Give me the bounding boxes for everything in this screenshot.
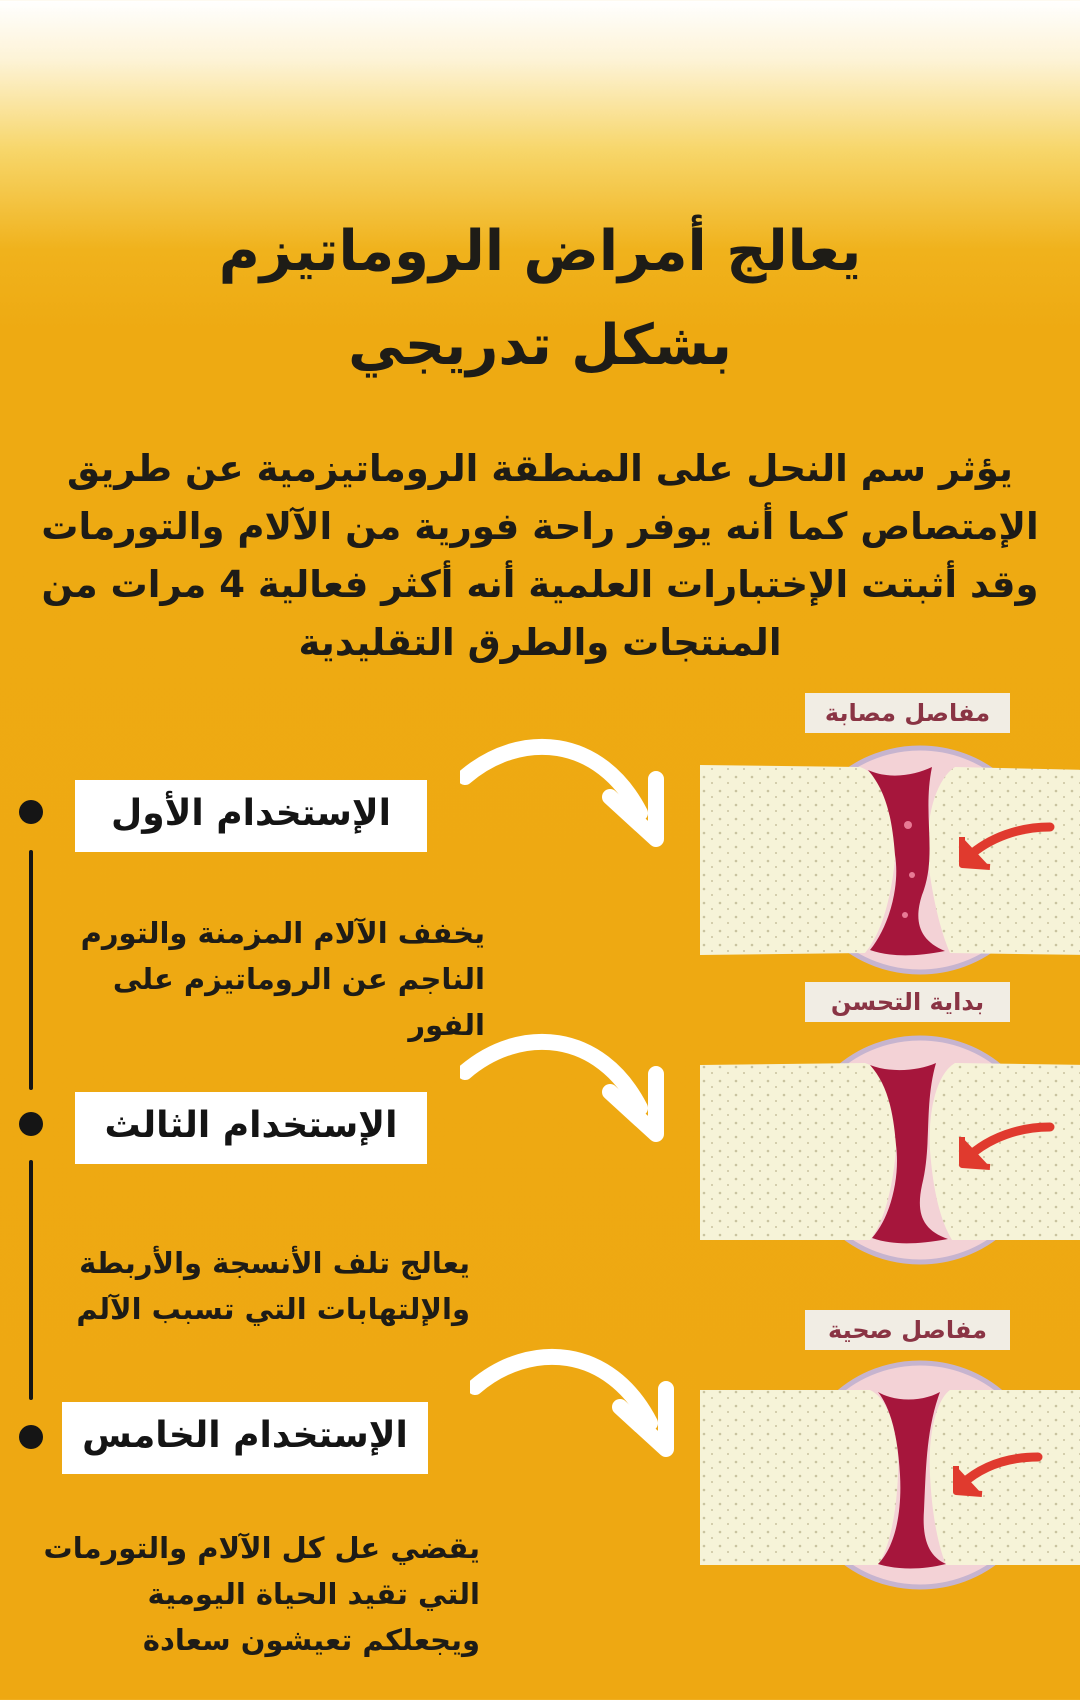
intro-line-3: وقد أثبتت الإختبارات العلمية أنه أكثر فعالية 4 مرات من xyxy=(41,563,1039,606)
joint-illustration-affected xyxy=(700,745,1080,975)
step-desc-fifth-line-3: ويجعلكم تعيشون سعادة xyxy=(142,1623,480,1657)
intro-paragraph xyxy=(30,440,1050,672)
step-desc-first-line-2: الناجم عن الروماتيزم على الفور xyxy=(112,962,485,1042)
step-desc-fifth-line-2: التي تقيد الحياة اليومية xyxy=(147,1577,480,1611)
curved-arrow-icon xyxy=(460,735,670,855)
timeline-dot-3 xyxy=(19,1425,43,1449)
intro-line-2: الإمتصاص كما أنه يوفر راحة فورية من الآلام والتورمات xyxy=(41,505,1039,548)
step-desc-fifth-line-1: يقضي عل كل الآلام والتورمات xyxy=(43,1531,480,1565)
tag-affected-joints: مفاصل مصابة xyxy=(805,693,1010,733)
tag-healthy-joints: مفاصل صحية xyxy=(805,1310,1010,1350)
joint-illustration-improving xyxy=(700,1035,1080,1265)
step-desc-third xyxy=(40,1240,470,1332)
step-desc-first-line-1: يخفف الآلام المزمنة والتورم xyxy=(80,916,485,950)
tag-improvement-start: بداية التحسن xyxy=(805,982,1010,1022)
step-label-first: الإستخدام الأول xyxy=(75,780,427,852)
title-line-2: بشكل تدريجي xyxy=(348,313,732,378)
step-desc-fifth xyxy=(40,1525,480,1663)
timeline-dot-2 xyxy=(19,1112,43,1136)
title-line-1: يعالج أمراض الروماتيزم xyxy=(218,219,862,284)
timeline-line-1 xyxy=(29,850,33,1090)
step-label-third: الإستخدام الثالث xyxy=(75,1092,427,1164)
timeline-dot-1 xyxy=(19,800,43,824)
step-desc-first xyxy=(40,910,485,1048)
intro-line-1: يؤثر سم النحل على المنطقة الروماتيزمية عن طريق xyxy=(67,447,1013,490)
joint-illustration-healthy xyxy=(700,1360,1080,1590)
step-label-fifth: الإستخدام الخامس xyxy=(62,1402,428,1474)
step-desc-third-line-1: يعالج تلف الأنسجة والأربطة xyxy=(79,1246,470,1280)
curved-arrow-icon xyxy=(470,1345,680,1465)
intro-line-4: المنتجات والطرق التقليدية xyxy=(298,621,782,664)
timeline-line-2 xyxy=(29,1160,33,1400)
page-title xyxy=(80,205,1000,393)
curved-arrow-icon xyxy=(460,1030,670,1150)
step-desc-third-line-2: والإلتهابات التي تسبب الآلم xyxy=(76,1292,470,1326)
